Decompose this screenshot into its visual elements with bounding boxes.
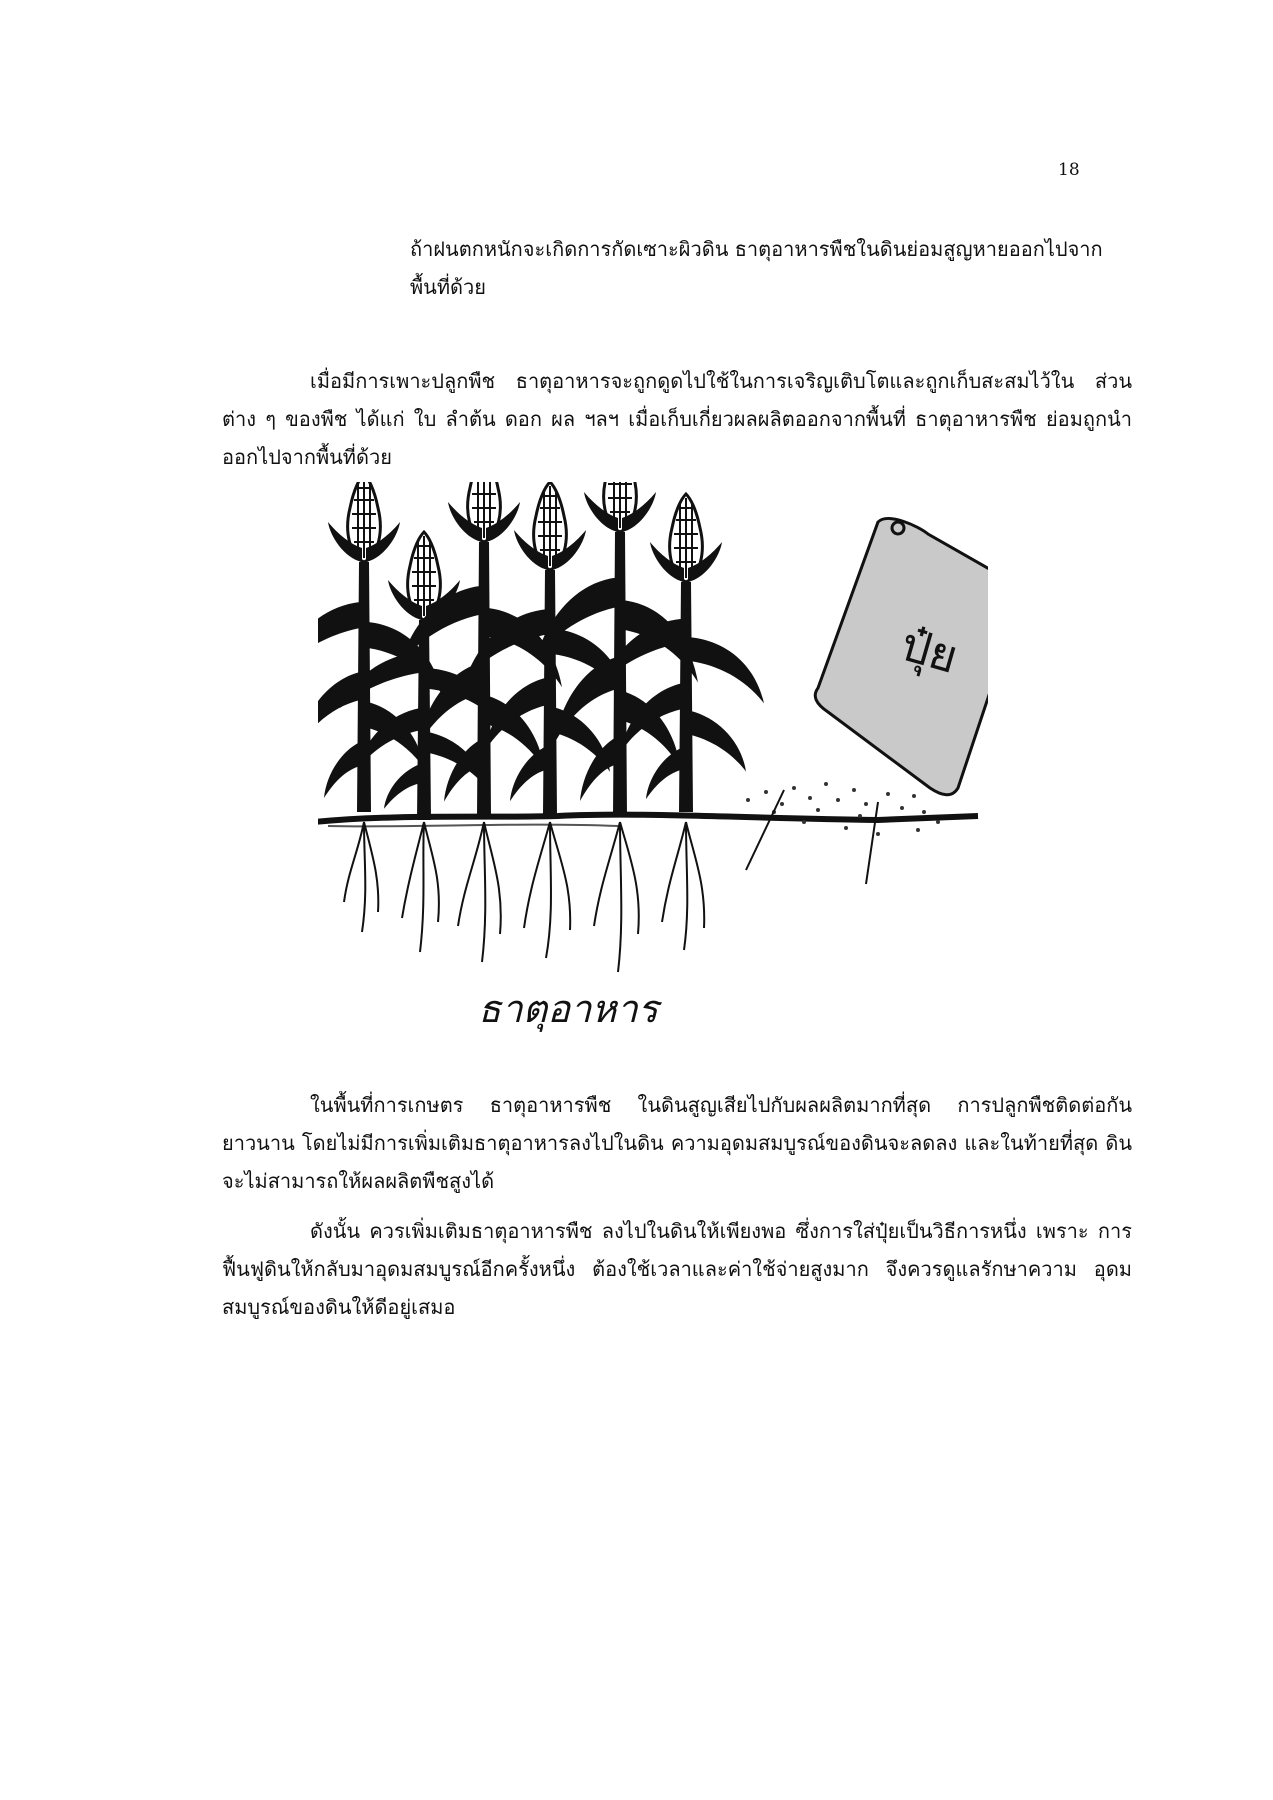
paragraph-erosion: ถ้าฝนตกหนักจะเกิดการกัดเซาะผิวดิน ธาตุอาหารพืชในดินย่อมสูญหายออกไปจาก พื้นที่ด้วย xyxy=(410,237,1103,299)
paragraph-add-fertilizer: ดังนั้น ควรเพิ่มเติมธาตุอาหารพืช ลงไปในดินให้เพียงพอ ซึ่งการใส่ปุ๋ยเป็นวิธีการหนึ่ง เพราะ การฟื้นฟูดินให้กลับมาอุดมสมบูรณ์อีกครั้งหนึ่ง ต้องใช้เวลาและค่าใช้จ่ายสูงมาก จึงควรดูแลรักษาความ อุดมสมบูรณ์ของดินให้ดีอยู่เสมอ xyxy=(222,1219,1132,1319)
roots xyxy=(344,822,704,972)
soil-surface xyxy=(318,815,978,822)
fertilizer-bag xyxy=(815,519,988,795)
bag-label: ปุ๋ย xyxy=(894,616,964,685)
paragraph-agricultural-loss: ในพื้นที่การเกษตร ธาตุอาหารพืช ในดินสูญเสียไปกับผลผลิตมากที่สุด การปลูกพืชติดต่อกัน ยาวนาน โดยไม่มีการเพิ่มเติมธาตุอาหารลงไปในดิน ความอุดมสมบูรณ์ของดินจะลดลง และในท้ายที่สุด ดินจะไม่สามารถให้ผลผลิตพืชสูงได้ xyxy=(222,1093,1132,1193)
paragraph-crop-uptake: เมื่อมีการเพาะปลูกพืช ธาตุอาหารจะถูกดูดไปใช้ในการเจริญเติบโตและถูกเก็บสะสมไว้ใน ส่วนต่าง ๆ ของพืช ได้แก่ ใบ ลำต้น ดอก ผล ฯลฯ เมื่อเก็บเกี่ยวผลผลิตออกจากพื้นที่ ธาตุอาหารพืช ย่อมถูกนำออกไปจากพื้นที่ด้วย xyxy=(222,369,1133,469)
nutrient-label: ธาตุอาหาร xyxy=(478,987,659,1031)
page-number: 18 xyxy=(1058,160,1080,180)
corn-fertilizer-illustration xyxy=(318,482,988,1042)
